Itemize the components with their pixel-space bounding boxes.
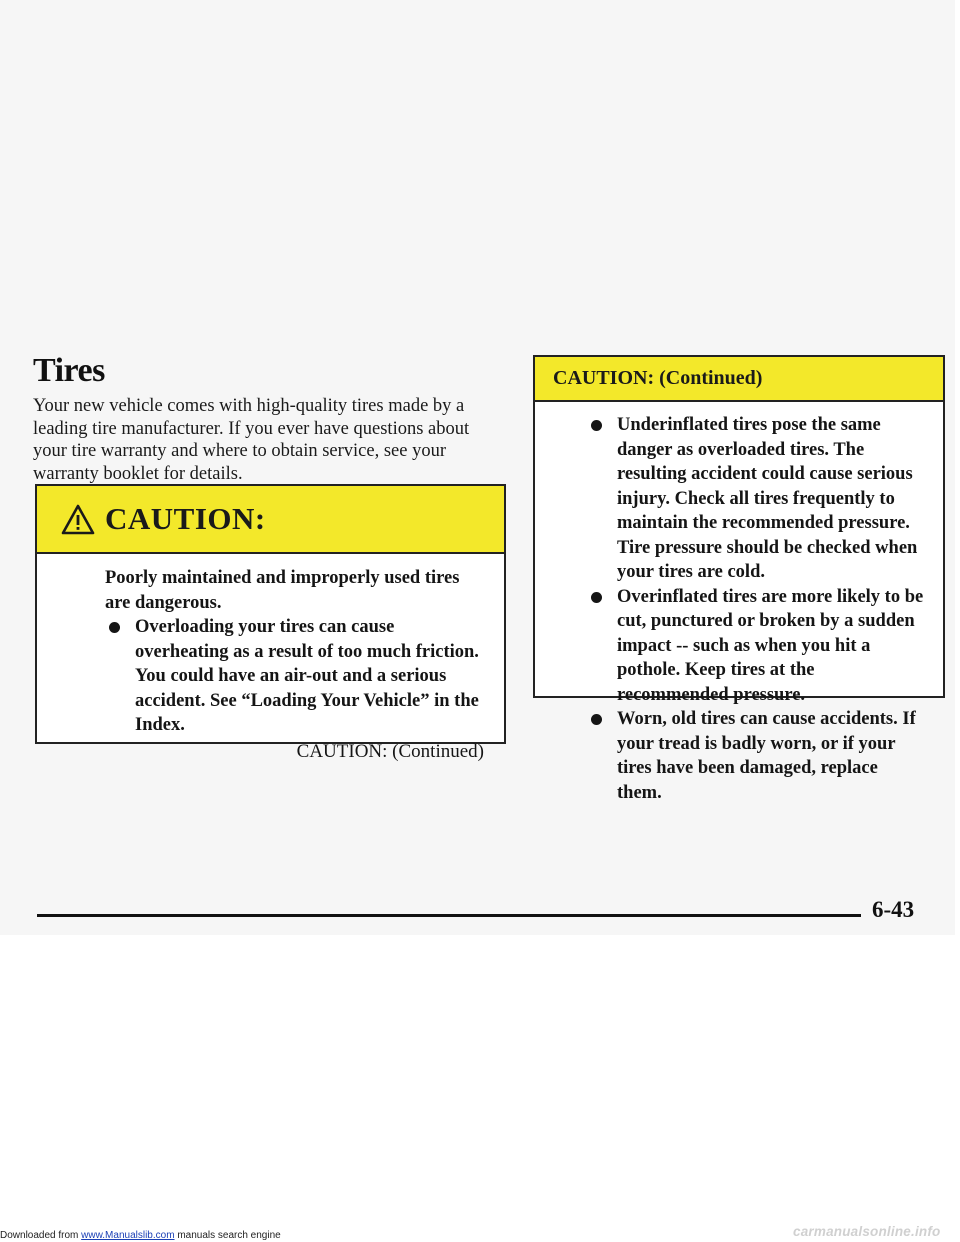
bullet-icon: [591, 420, 602, 431]
footer-rule: [37, 914, 861, 917]
manualslib-link[interactable]: www.Manualslib.com: [81, 1230, 175, 1241]
caution-box: [35, 484, 506, 762]
list-item: Underinflated tires pose the same danger as overloaded tires. The resulting accident could cause serious injury. Check all tires frequently to maintain the recommended pressure. Tire pressure should be checked when your tires are cold.: [588, 413, 927, 585]
caution-continued-box: [533, 355, 945, 803]
footer-prefix: Downloaded from: [0, 1230, 79, 1241]
caution-heading: CAUTION:: [105, 501, 266, 536]
watermark: carmanualsonline.info: [793, 1224, 941, 1239]
bullet-icon: [109, 622, 120, 633]
caution-intro: Poorly maintained and improperly used tires are dangerous.: [105, 568, 460, 613]
list-item: Worn, old tires can cause accidents. If your tread is badly worn, or if your tires have been damaged, replace them.: [588, 707, 927, 805]
list-item: Overloading your tires can cause overheating as a result of too much friction. You could have an air-out and a serious accident. See “Loading Your Vehicle” in the Index.: [106, 615, 484, 738]
list-item: Overinflated tires are more likely to be cut, punctured or broken by a sudden impact -- such as when you hit a pothole. Keep tires at the recommended pressure.: [588, 585, 927, 708]
intro-paragraph: Your new vehicle comes with high-quality tires made by a leading tire manufacturer. If you ever have questions about your tire warranty and where to obtain service, see your warranty booklet for details.: [33, 396, 470, 484]
page-number: 6-43: [872, 897, 915, 922]
caution-bullet-list: [106, 615, 484, 738]
bullet-icon: [591, 714, 602, 725]
caution-continued-label: CAUTION: (Continued): [296, 740, 484, 762]
caution-continued-header: [535, 357, 943, 402]
download-footer: [0, 1230, 281, 1241]
caution-header: [37, 486, 504, 554]
footer-suffix: manuals search engine: [177, 1230, 281, 1241]
page-title: Tires: [33, 352, 105, 389]
caution-body: [37, 554, 504, 764]
caution-continued-bullet-list: [588, 413, 927, 805]
caution-continued-body: [535, 402, 943, 805]
bullet-icon: [591, 592, 602, 603]
caution-continued-heading: CAUTION: (Continued): [553, 367, 763, 389]
warning-triangle-icon: [61, 504, 95, 535]
